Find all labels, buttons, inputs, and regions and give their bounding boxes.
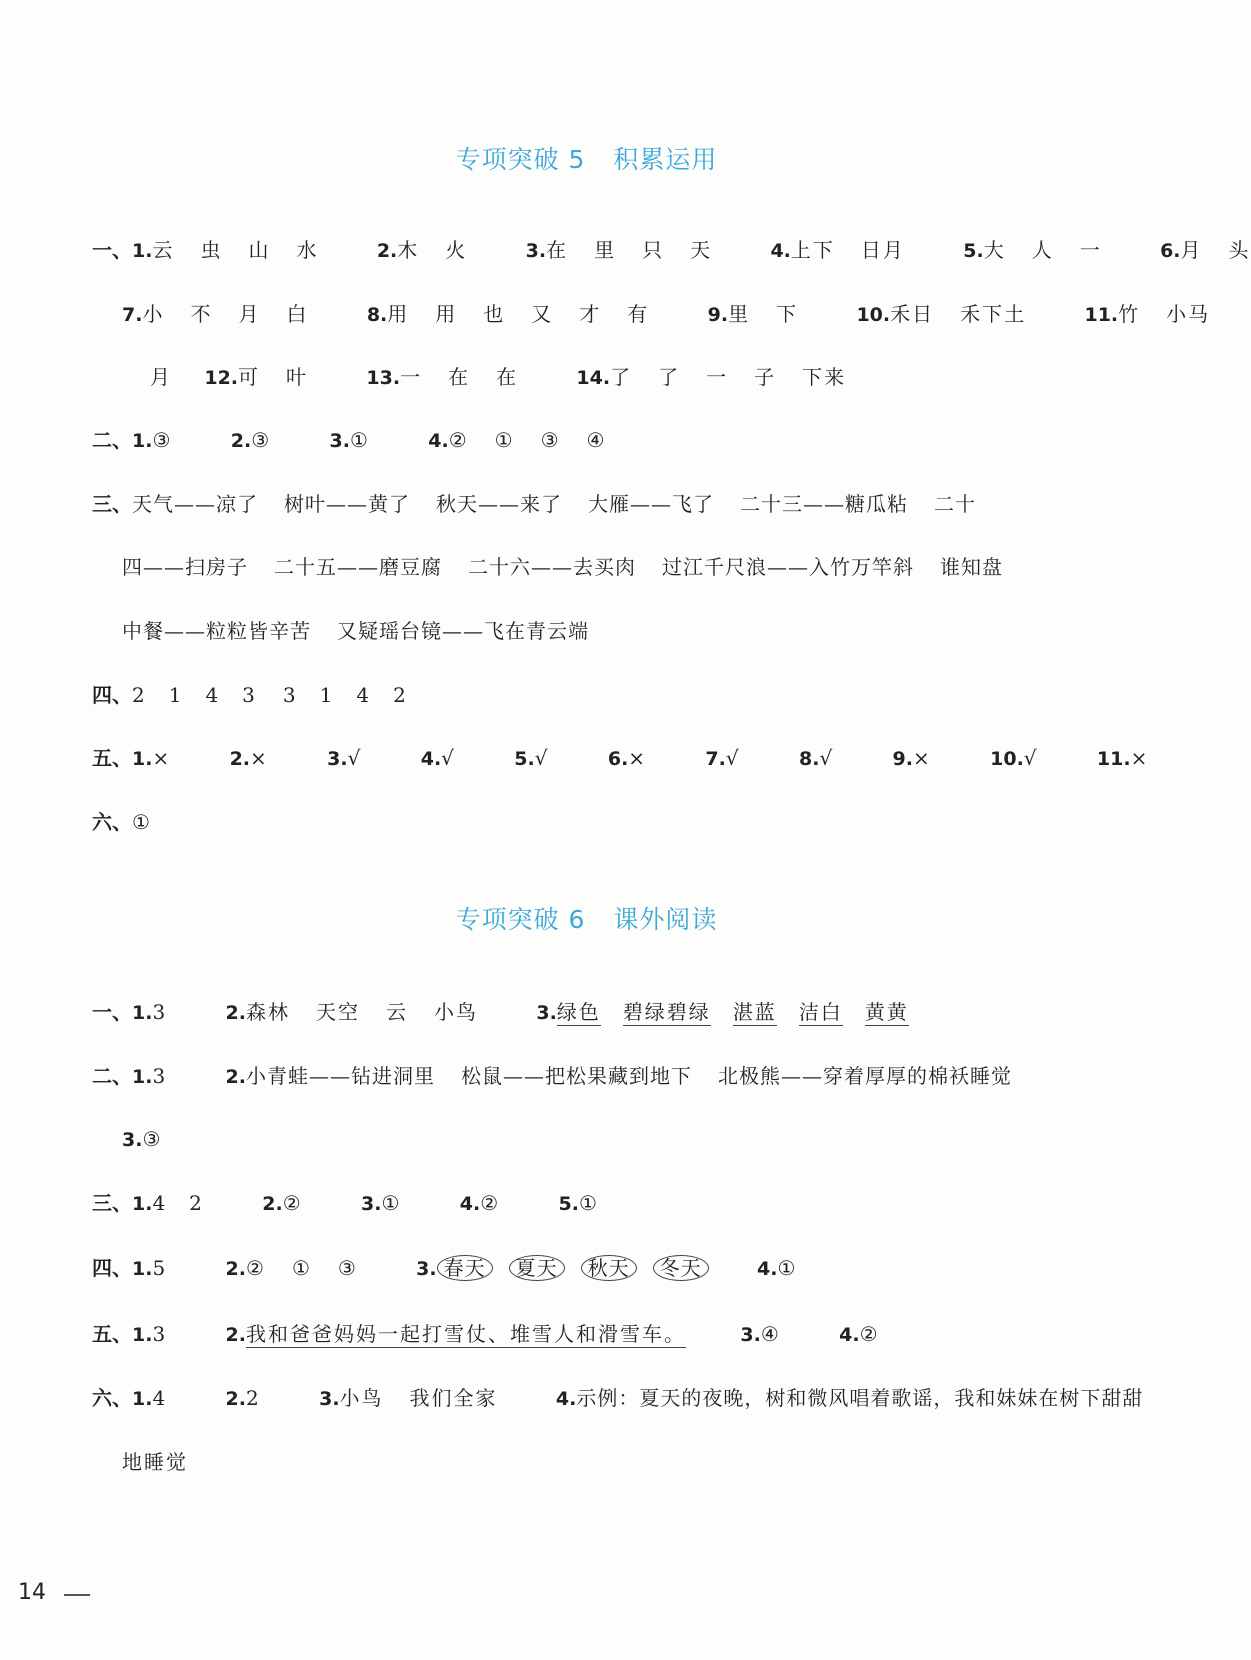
answer-line: 二、1.③ 2.③ 3.① 4.② ① ③ ④ (92, 428, 607, 452)
answer-line: 一、1.3 2.森林 天空 云 小鸟 3.绿色 碧绿碧绿 湛蓝 洁白 黄黄 (92, 1000, 909, 1024)
answer-line: 四、1.5 2.② ① ③ 3. 春天 夏天 秋天 冬天 4.① (92, 1256, 798, 1280)
answer-line: 四——扫房子 二十五——磨豆腐 二十六——去买肉 过江千尺浪——入竹万竿斜 谁知盘 (122, 555, 1003, 579)
answer-line: 三、1.4 2 2.② 3.① 4.② 5.① (92, 1191, 599, 1215)
answer-line: 月 12.可 叶 13.一 在 在 14.了 了 一 子 下来 (150, 365, 847, 389)
answer-line: 3.③ (122, 1127, 163, 1151)
answer-line: 六、① (92, 810, 152, 834)
answer-line: 一、1.云 虫 山 水 2.木 火 3.在 里 只 天 4.上下 日月 5.大 人 一 6.月 头 (92, 238, 1251, 262)
answer-line: 五、1.3 2.我和爸爸妈妈一起打雪仗、堆雪人和滑雪车。 3.④ 4.② (92, 1322, 880, 1346)
answer-line: 五、1.× 2.× 3.√ 4.√ 5.√ 6.× 7.√ 8.√ 9.× 10.√ 11.× (92, 746, 1150, 770)
answer-line: 二、1.3 2.小青蛙——钻进洞里 松鼠——把松果藏到地下 北极熊——穿着厚厚的棉袄睡觉 (92, 1064, 1012, 1088)
page-number: 14 (18, 1580, 46, 1605)
answer-line: 六、1.4 2.2 3.小鸟 我们全家 4.示例：夏天的夜晚，树和微风唱着歌谣，我和妹妹在树下甜甜 (92, 1386, 1144, 1410)
answer-line: 三、天气——凉了 树叶——黄了 秋天——来了 大雁——飞了 二十三——糖瓜粘 二十 (92, 492, 976, 516)
answer-line: 地睡觉 (122, 1450, 188, 1474)
answer-line: 四、2 1 4 3 3 1 4 2 (92, 683, 408, 707)
section-title-5: 专项突破 5 积累运用 (455, 145, 718, 174)
section-title-6: 专项突破 6 课外阅读 (455, 905, 718, 934)
page-number-rule (64, 1594, 90, 1596)
answer-line: 中餐——粒粒皆辛苦 又疑瑶台镜——飞在青云端 (122, 619, 589, 643)
answer-line: 7.小 不 月 白 8.用 用 也 又 才 有 9.里 下 10.禾日 禾下土 11.竹 小马 (122, 302, 1211, 326)
